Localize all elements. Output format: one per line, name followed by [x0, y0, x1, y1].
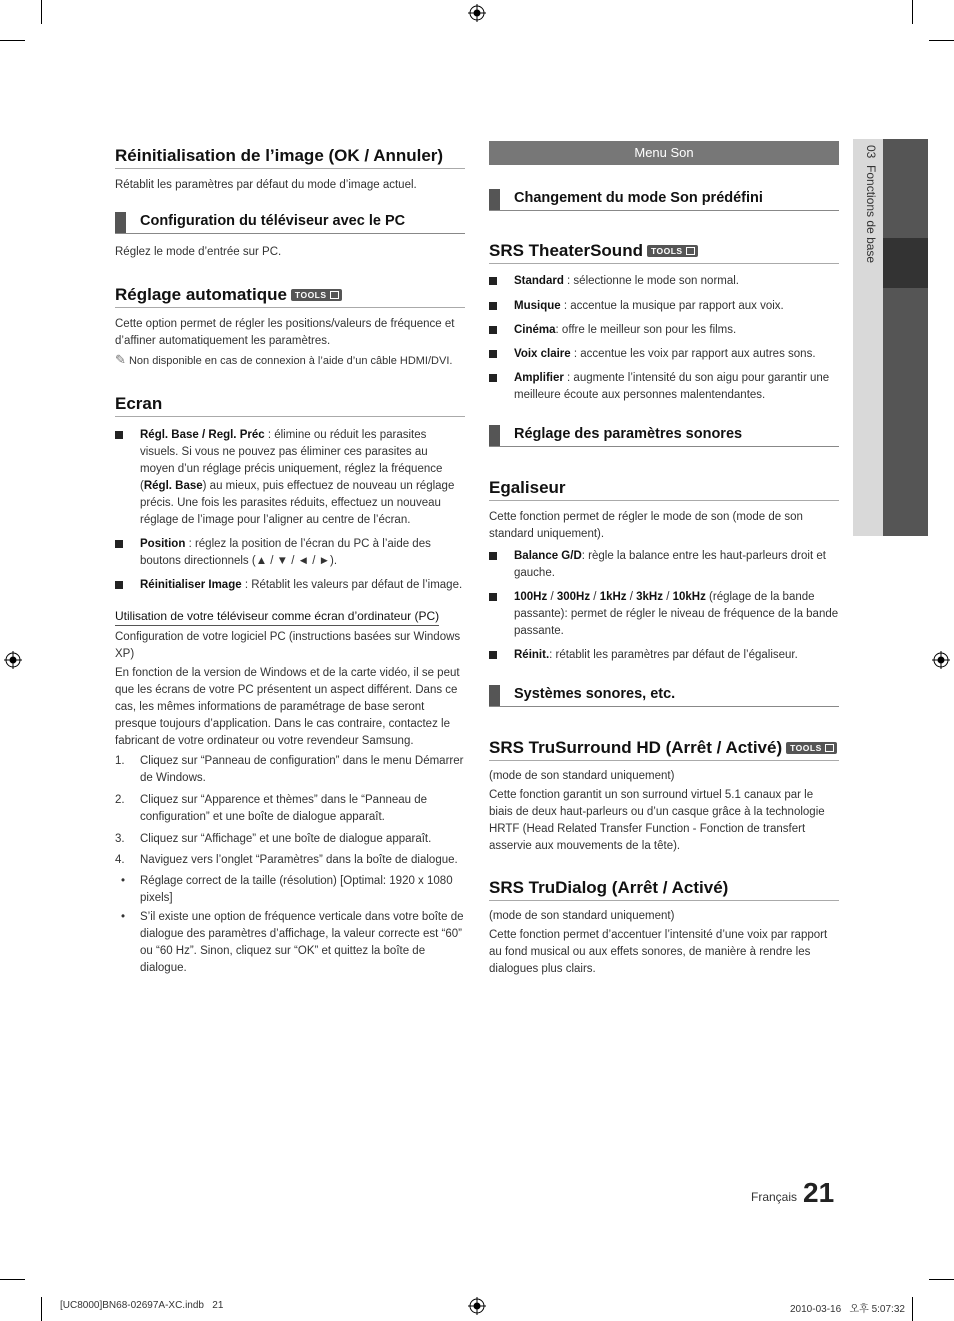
bullet-square-icon: [489, 552, 497, 560]
crop-mark: [912, 1297, 913, 1321]
footer-date: 2010-03-16 오후 5:07:32: [790, 1304, 905, 1315]
crop-mark: [41, 0, 42, 24]
auto-adjust-label: Réglage automatique: [115, 285, 287, 304]
crop-mark: [929, 40, 954, 41]
bullet-square-icon: [489, 350, 497, 358]
side-tab-dark: [883, 139, 928, 536]
list-item: 100Hz / 300Hz / 1kHz / 3kHz / 10kHz (réglage de la bande passante): permet de régler le niveau de fréquence de la bande passante.: [489, 589, 839, 640]
theatersound-label: SRS TheaterSound: [489, 241, 643, 260]
pc-usage-intro: Configuration de votre logiciel PC (instructions basées sur Windows XP): [115, 631, 461, 660]
right-column: [489, 141, 839, 978]
subsection-title-pc-config: Configuration du téléviseur avec le PC: [115, 213, 465, 234]
list-item: Réinit.: rétablit les paramètres par défaut de l’égaliseur.: [489, 647, 839, 664]
crop-mark: [929, 1279, 954, 1280]
bullet-dot-icon: •: [121, 875, 126, 887]
equalizer-list: [489, 548, 839, 664]
side-tab-text: [858, 145, 878, 305]
menu-son-header: Menu Son: [489, 141, 839, 165]
list-item: Régl. Base / Regl. Préc : élimine ou réduit les parasites visuels. Si vous ne pouvez pas éliminer ces parasites au moyen d’un réglage précis uniquement, réglez la fréquence (Régl. Base) au mieux, puis effectuez de nouveau un réglage précis. Une fois les parasites réduits, effectuez un nouveau réglage de l’image pour l’aligner au centre de l’écran.: [115, 427, 465, 529]
section-title-trusurround: [489, 738, 839, 761]
list-item: Cinéma: offre le meilleur son pour les films.: [489, 322, 839, 339]
crop-mark: [912, 0, 913, 24]
note-auto-adjust: ✎ Non disponible en cas de connexion à l’aide d’un câble HDMI/DVI.: [115, 352, 453, 367]
registration-mark-icon: [932, 651, 950, 669]
section-title-auto-adjust: [115, 285, 465, 308]
list-item: Balance G/D: règle la balance entre les haut-parleurs droit et gauche.: [489, 548, 839, 582]
crop-mark: [0, 1279, 25, 1280]
section-text-reinit: Rétablit les paramètres par défaut du mode d’image actuel.: [115, 179, 417, 191]
list-item: Position : réglez la position de l’écran du PC à l’aide des boutons directionnels (▲ / ▼ / ◄ / ►).: [115, 536, 465, 570]
screen-bullet-list: [115, 427, 465, 594]
registration-mark-icon: [468, 4, 486, 22]
bullet-square-icon: [489, 302, 497, 310]
list-item: Réinitialiser Image : Rétablit les valeurs par défaut de l’image.: [115, 577, 465, 594]
list-item: • Réglage correct de la taille (résolution) [Optimal: 1920 x 1080 pixels]: [121, 875, 453, 904]
bullet-square-icon: [115, 431, 123, 439]
section-title-screen: Ecran: [115, 394, 465, 417]
trudialog-text: Cette fonction permet d’accentuer l’intensité d’une voix par rapport au fond musical ou aux effets sonores, de manière à rendre les dialogues plus clairs.: [489, 929, 828, 975]
bullet-square-icon: [489, 651, 497, 659]
subsection-title-sound-systems: Systèmes sonores, etc.: [489, 686, 839, 707]
trusurround-label: SRS TruSurround HD (Arrêt / Activé): [489, 738, 783, 757]
list-item: 4. Naviguez vers l’onglet “Paramètres” dans la boîte de dialogue.: [115, 854, 458, 866]
bullet-square-icon: [489, 326, 497, 334]
pencil-note-icon: ✎: [115, 352, 126, 367]
bullet-dot-icon: •: [121, 911, 126, 923]
list-item: 2. Cliquez sur “Apparence et thèmes” dans le “Panneau de configuration” et une boîte de dialogue apparaît.: [115, 794, 428, 823]
tools-icon: TOOLS: [291, 289, 342, 301]
section-title-reinit: Réinitialisation de l’image (OK / Annuler): [115, 146, 465, 169]
bullet-square-icon: [115, 581, 123, 589]
footer-language: Français: [751, 1190, 798, 1204]
chapter-number: 03: [864, 145, 878, 159]
subsection-title-sound-mode: Changement du mode Son prédéfini: [489, 190, 839, 211]
trusurround-note: (mode de son standard uniquement): [489, 770, 675, 782]
pc-usage-text: En fonction de la version de Windows et de la carte vidéo, il se peut que les écrans de votre PC présentent un aspect différent. Dans ce cas, les mêmes informations de paramétrage de base seront presque toujours d’application. Dans le cas contraire, contactez le fabricant de votre ordinateur ou votre revendeur Samsung.: [115, 667, 460, 747]
section-title-theatersound: [489, 241, 839, 264]
bullet-square-icon: [489, 277, 497, 285]
chapter-label: Fonctions de base: [864, 165, 878, 264]
equalizer-text: Cette fonction permet de régler le mode de son (mode de son standard uniquement).: [489, 511, 803, 540]
trudialog-note: (mode de son standard uniquement): [489, 910, 675, 922]
section-text-auto-adjust: Cette option permet de régler les positions/valeurs de fréquence et d’affiner automatiquement les paramètres.: [115, 318, 455, 347]
bullet-square-icon: [489, 593, 497, 601]
tools-icon: TOOLS: [786, 742, 837, 754]
trusurround-text: Cette fonction garantit un son surround virtuel 5.1 canaux par le biais de deux haut-parleurs ou d’un casque grâce à la technologie HRTF (Head Related Transfer Function - Fonction de transfert asservie aux mouvements de la tête).: [489, 789, 825, 852]
footer-filename: [UC8000]BN68-02697A-XC.indb 21: [60, 1300, 224, 1311]
bullet-square-icon: [489, 374, 497, 382]
list-item: • S’il existe une option de fréquence verticale dans votre boîte de dialogue des paramètres d’affichage, la valeur correcte est “60” ou “60 Hz”. Sinon, cliquez sur “OK” et quittez la boîte de dialogue.: [121, 911, 464, 974]
theatersound-list: [489, 273, 839, 404]
list-item: Standard : sélectionne le mode son normal.: [489, 273, 839, 290]
side-tab-active: [883, 238, 928, 288]
list-item: 3. Cliquez sur “Affichage” et une boîte de dialogue apparaît.: [115, 833, 432, 845]
subsection-title-sound-settings: Réglage des paramètres sonores: [489, 426, 839, 447]
subsection-text-pc-config: Réglez le mode d’entrée sur PC.: [115, 246, 282, 258]
list-item: Voix claire : accentue les voix par rapport aux autres sons.: [489, 346, 839, 363]
crop-mark: [41, 1297, 42, 1321]
section-title-trudialog: SRS TruDialog (Arrêt / Activé): [489, 878, 839, 901]
registration-mark-icon: [468, 1297, 486, 1315]
list-item: Amplifier : augmente l’intensité du son aigu pour garantir une meilleure écoute aux personnes malentendantes.: [489, 370, 839, 404]
left-column: [115, 146, 465, 977]
list-item: 1. Cliquez sur “Panneau de configuration” dans le menu Démarrer de Windows.: [115, 755, 464, 784]
registration-mark-icon: [4, 651, 22, 669]
bullet-square-icon: [115, 540, 123, 548]
tools-icon: TOOLS: [647, 245, 698, 257]
pc-usage-heading: Utilisation de votre téléviseur comme écran d’ordinateur (PC): [115, 607, 465, 626]
steps-list: [115, 753, 465, 977]
crop-mark: [0, 40, 25, 41]
list-item: Musique : accentue la musique par rapport aux voix.: [489, 298, 839, 315]
page-number: 21: [803, 1177, 835, 1208]
section-title-equalizer: Egaliseur: [489, 478, 839, 501]
